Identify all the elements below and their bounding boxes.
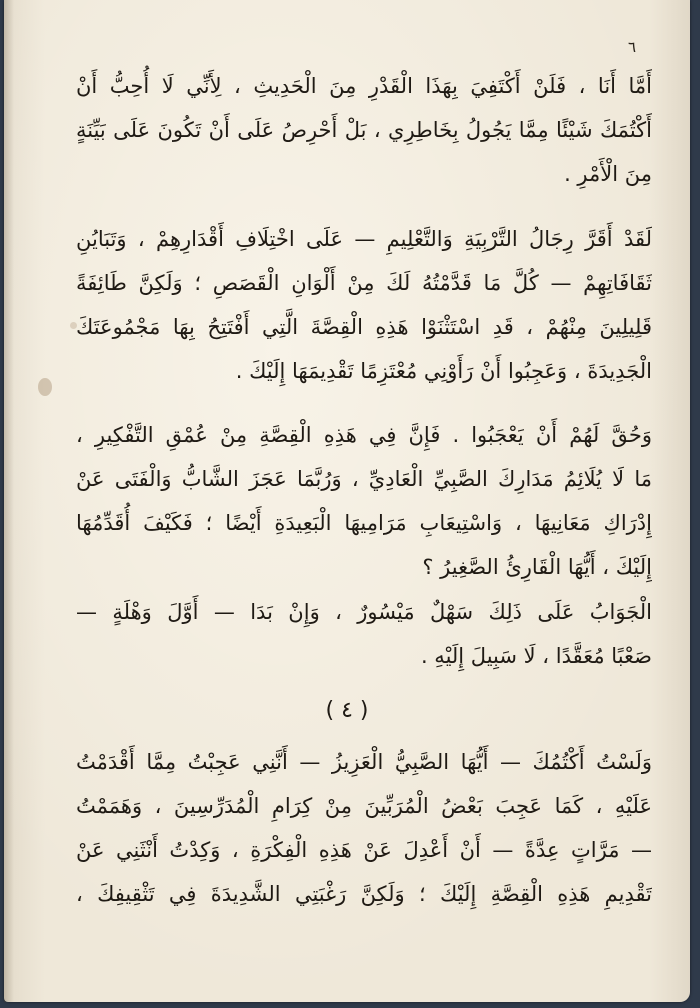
paper-stain (38, 378, 52, 396)
text-line: تَقْدِيمِ هَذِهِ الْقِصَّةِ إِلَيْكَ ؛ وَلَكِنَّ رَغْبَتِي الشَّدِيدَةَ فِي تَثْقِيفِكَ ، (76, 882, 652, 906)
book-page (4, 0, 690, 1002)
text-line: وَلَسْتُ أَكْتُمُكَ — أَيُّهَا الصَّبِيُّ الْعَزِيزُ — أَنَّنِي عَجِبْتُ مِمَّا أَقْدَمْتُ (76, 750, 652, 774)
text-line: وَحُقَّ لَهُمْ أَنْ يَعْجَبُوا . فَإِنَّ فِي هَذِهِ الْقِصَّةِ مِنْ عُمْقِ التَّفْكِيرِ ، (76, 423, 652, 447)
text-line: مِنَ الْأَمْرِ . (564, 162, 652, 186)
paragraph-4 (76, 590, 652, 678)
text-line: ثَقَافَاتِهِمْ — كُلَّ مَا قَدَّمْتُهُ لَكَ مِنْ أَلْوَانِ الْقَصَصِ ؛ وَلَكِنَّ طَائِفَةً (76, 271, 652, 295)
paragraph-5 (76, 740, 652, 916)
paragraph-1 (76, 64, 652, 196)
text-line: عَلَيْهِ ، كَمَا عَجِبَ بَعْضُ الْمُرَبِّينَ مِنْ كِرَامِ الْمُدَرِّسِينَ ، وَهَمَمْتُ (76, 794, 652, 818)
text-line: — مَرَّاتٍ عِدَّةً — أَنْ أَعْدِلَ عَنْ هَذِهِ الْفِكْرَةِ ، وَكِدْتُ أَنْثَنِي عَنْ (76, 838, 652, 862)
text-line: أَمَّا أَنَا ، فَلَنْ أَكْتَفِيَ بِهَذَا الْقَدْرِ مِنَ الْحَدِيثِ ، لِأَنِّي لَا أُحِبُّ أَنْ (76, 74, 652, 98)
text-line: إِلَيْكَ ، أَيُّهَا الْقَارِئُ الصَّغِيرُ ؟ (422, 555, 652, 579)
page-gutter-shadow (4, 0, 14, 1002)
text-line: مَا لَا يُلَائِمُ مَدَارِكَ الصَّبِيِّ الْعَادِيِّ ، وَرُبَّمَا عَجَزَ الشَّابُّ وَالْفَتَى عَنْ (76, 467, 652, 491)
text-line: الْجَوَابُ عَلَى ذَلِكَ سَهْلٌ مَيْسُورٌ ، وَإِنْ بَدَا — أَوَّلَ وَهْلَةٍ — (76, 600, 652, 624)
text-line: إِدْرَاكِ مَعَانِيهَا ، وَاسْتِيعَابِ مَرَامِيهَا الْبَعِيدَةِ أَيْضًا ؛ فَكَيْفَ أُقَدِّمُهَا (76, 511, 652, 535)
text-line: الْجَدِيدَةَ ، وَعَجِبُوا أَنْ رَأَوْنِي مُعْتَزِمًا تَقْدِيمَهَا إِلَيْكَ . (235, 359, 652, 383)
section-number: ( ٤ ) (325, 698, 369, 723)
text-line: لَقَدْ أَقَرَّ رِجَالُ التَّرْبِيَةِ وَالتَّعْلِيمِ — عَلَى اخْتِلَافِ أَقْدَارِهِمْ ، وَتَبَايُنِ (76, 227, 652, 251)
paragraph-3 (76, 413, 652, 589)
page-number: ٦ (627, 38, 636, 56)
text-line: أَكْتُمَكَ شَيْئًا مِمَّا يَجُولُ بِخَاطِرِي ، بَلْ أَحْرِصُ عَلَى أَنْ تَكُونَ عَلَى بَيِّنَةٍ (76, 118, 652, 142)
text-line: صَعْبًا مُعَقَّدًا ، لَا سَبِيلَ إِلَيْهِ . (420, 644, 652, 668)
paragraph-2 (76, 217, 652, 393)
text-line: قَلِيلِينَ مِنْهُمْ ، قَدِ اسْتَثْنَوْا هَذِهِ الْقِصَّةَ الَّتِي أَفْتَتِحُ بِهَا مَجْمُوعَتَكَ (76, 315, 652, 339)
